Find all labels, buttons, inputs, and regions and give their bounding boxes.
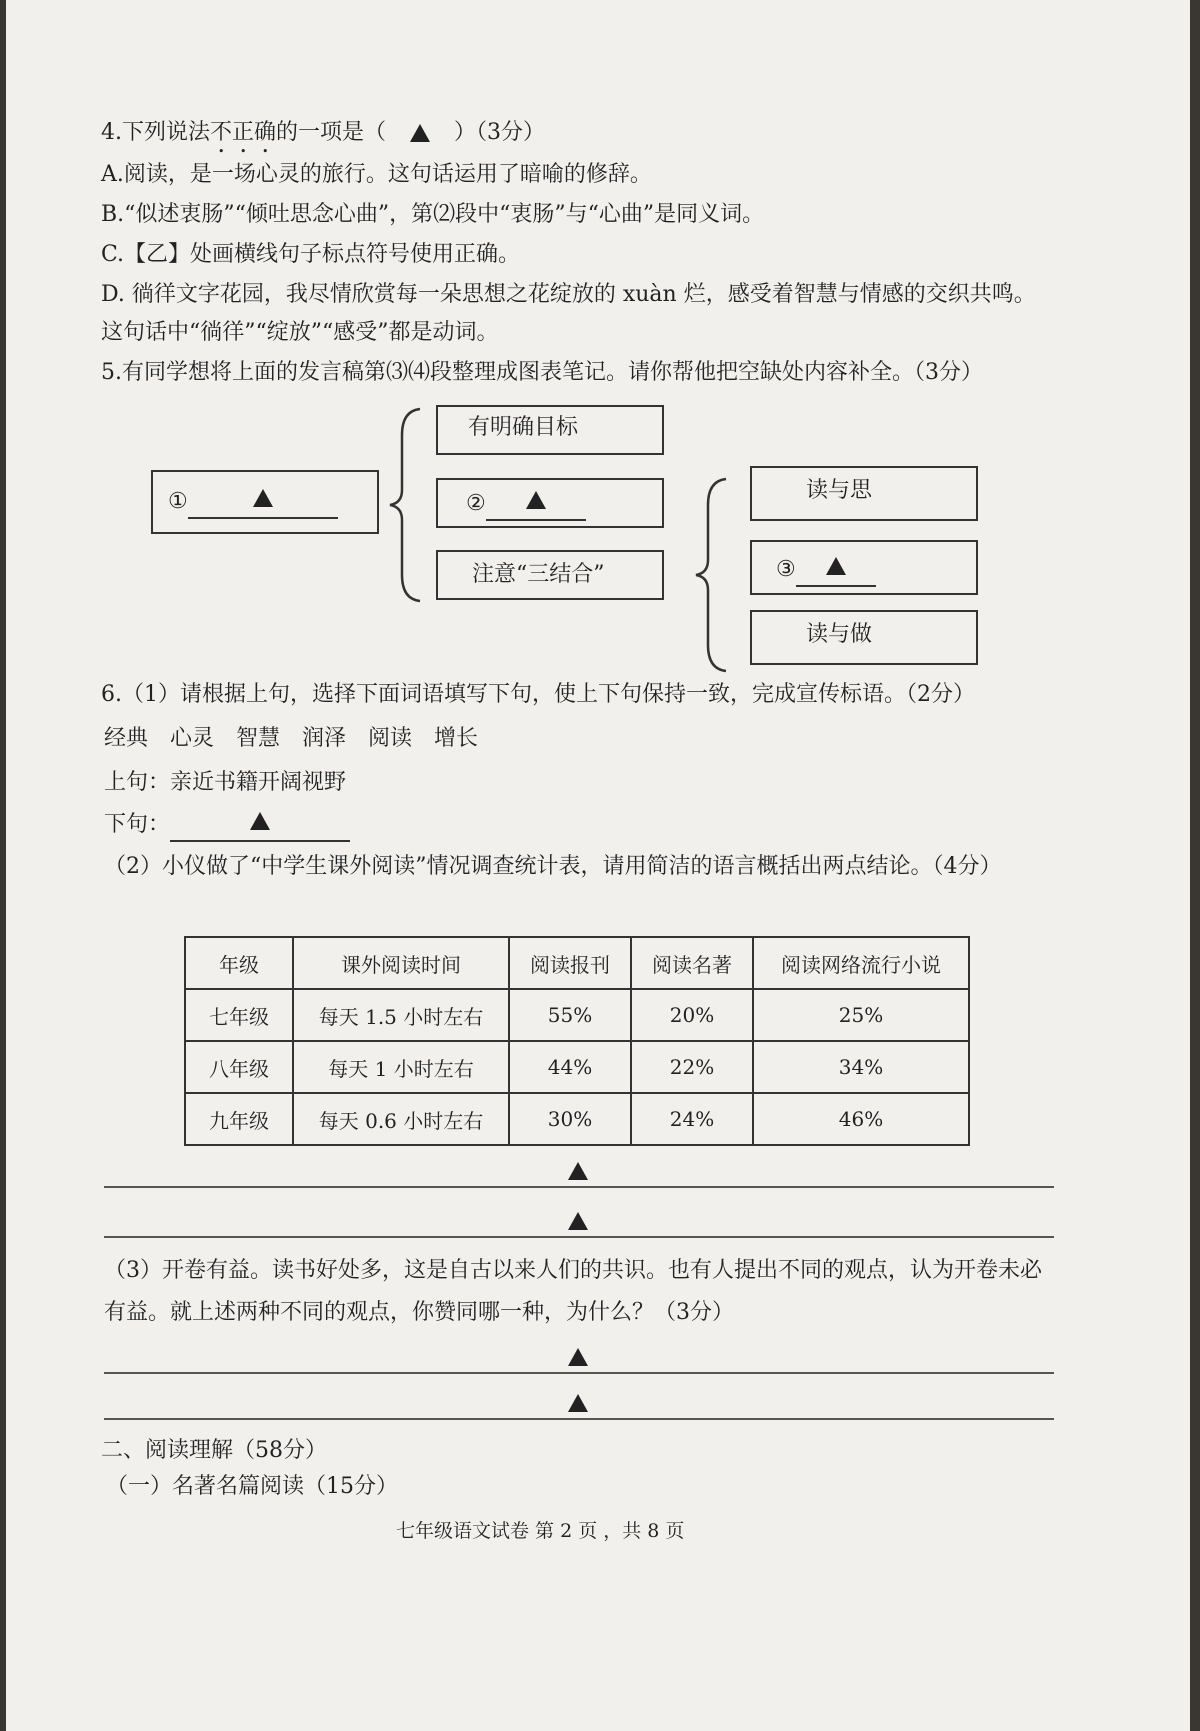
- answer-triangle-icon: [568, 1162, 588, 1180]
- q6-part1: 6.（1）请根据上句，选择下面词语填写下句，使上下句保持一致，完成宣传标语。（2分）: [101, 682, 975, 707]
- answer-line: [104, 1186, 1054, 1188]
- answer-triangle-icon: [568, 1212, 588, 1230]
- section-2-subtitle: （一）名著名篇阅读（15分）: [106, 1474, 398, 1499]
- table-cell: 八年级: [185, 1041, 293, 1093]
- answer-triangle-icon: [410, 124, 430, 142]
- table-cell: 每天 1.5 小时左右: [293, 989, 509, 1041]
- table-cell: 34%: [753, 1041, 969, 1093]
- diagram-box-1-label: ①: [168, 487, 338, 519]
- table-header-cell: 阅读报刊: [509, 937, 631, 989]
- table-cell: 44%: [509, 1041, 631, 1093]
- q6-word-bank: 经典 心灵 智慧 润泽 阅读 增长: [104, 726, 479, 751]
- table-header-cell: 阅读名著: [631, 937, 753, 989]
- q4-option-c: C.【乙】处画横线句子标点符号使用正确。: [101, 242, 521, 267]
- table-header-cell: 阅读网络流行小说: [753, 937, 969, 989]
- answer-triangle-icon: [568, 1394, 588, 1412]
- q6-lower-line: 下句：: [104, 810, 350, 842]
- q6-part3-cont: 有益。就上述两种不同的观点，你赞同哪一种，为什么？（3分）: [104, 1300, 734, 1325]
- diagram-box-2-label: ②: [466, 489, 586, 521]
- page-footer: 七年级语文试卷 第 2 页 ，共 8 页: [396, 1520, 685, 1542]
- table-header-cell: 课外阅读时间: [293, 937, 509, 989]
- right-brace: [692, 475, 732, 675]
- diagram-box-read-do-label: 读与做: [806, 622, 873, 647]
- table-cell: 24%: [631, 1093, 753, 1145]
- left-brace: [386, 405, 426, 605]
- q4-option-a: A.阅读，是一场心灵的旅行。这句话运用了暗喻的修辞。: [101, 162, 652, 187]
- diagram-box-goal-label: 有明确目标: [468, 415, 579, 440]
- table-header-cell: 年级: [185, 937, 293, 989]
- answer-triangle-icon: [568, 1348, 588, 1366]
- table-cell: 55%: [509, 989, 631, 1041]
- section-2-title: 二、阅读理解（58分）: [101, 1438, 327, 1463]
- answer-triangle-icon: [826, 557, 846, 575]
- table-cell: 九年级: [185, 1093, 293, 1145]
- diagram-box-three-label: 注意“三结合”: [472, 562, 605, 587]
- exam-page: [6, 0, 1190, 1731]
- answer-triangle-icon: [526, 491, 546, 509]
- diagram-box-3-label: ③: [776, 555, 876, 587]
- table-row: [185, 1041, 969, 1093]
- q4-stem: 4.下列说法不正确的一项是（ ）（3分）: [101, 120, 546, 145]
- diagram-box-read-think-label: 读与思: [806, 478, 873, 503]
- table-cell: 每天 1 小时左右: [293, 1041, 509, 1093]
- q4-option-d-cont: 这句话中“徜徉”“绽放”“感受”都是动词。: [101, 320, 499, 345]
- answer-triangle-icon: [250, 812, 270, 830]
- table-cell: 30%: [509, 1093, 631, 1145]
- table-cell: 22%: [631, 1041, 753, 1093]
- table-cell: 每天 0.6 小时左右: [293, 1093, 509, 1145]
- q6-upper-line: 上句：亲近书籍开阔视野: [104, 770, 347, 795]
- table-header-row: [185, 937, 969, 989]
- table-cell: 七年级: [185, 989, 293, 1041]
- q4-option-d: D. 徜徉文字花园，我尽情欣赏每一朵思想之花绽放的 xuàn 烂，感受着智慧与情感的交织共鸣。: [101, 282, 1036, 307]
- table-cell: 20%: [631, 989, 753, 1041]
- answer-line: [104, 1418, 1054, 1420]
- q5-stem: 5.有同学想将上面的发言稿第⑶⑷段整理成图表笔记。请你帮他把空缺处内容补全。（3分）: [101, 360, 983, 385]
- table-cell: 25%: [753, 989, 969, 1041]
- q4-option-b: B.“似述衷肠”“倾吐思念心曲”，第⑵段中“衷肠”与“心曲”是同义词。: [101, 202, 765, 227]
- answer-line: [104, 1372, 1054, 1374]
- reading-survey-table: [184, 936, 970, 1146]
- table-cell: 46%: [753, 1093, 969, 1145]
- answer-triangle-icon: [253, 489, 273, 507]
- table-row: [185, 1093, 969, 1145]
- table-row: [185, 989, 969, 1041]
- answer-line: [104, 1236, 1054, 1238]
- q6-part3: （3）开卷有益。读书好处多，这是自古以来人们的共识。也有人提出不同的观点，认为开卷未必: [104, 1258, 1043, 1283]
- q6-part2: （2）小仪做了“中学生课外阅读”情况调查统计表，请用简洁的语言概括出两点结论。（4分）: [104, 854, 1002, 879]
